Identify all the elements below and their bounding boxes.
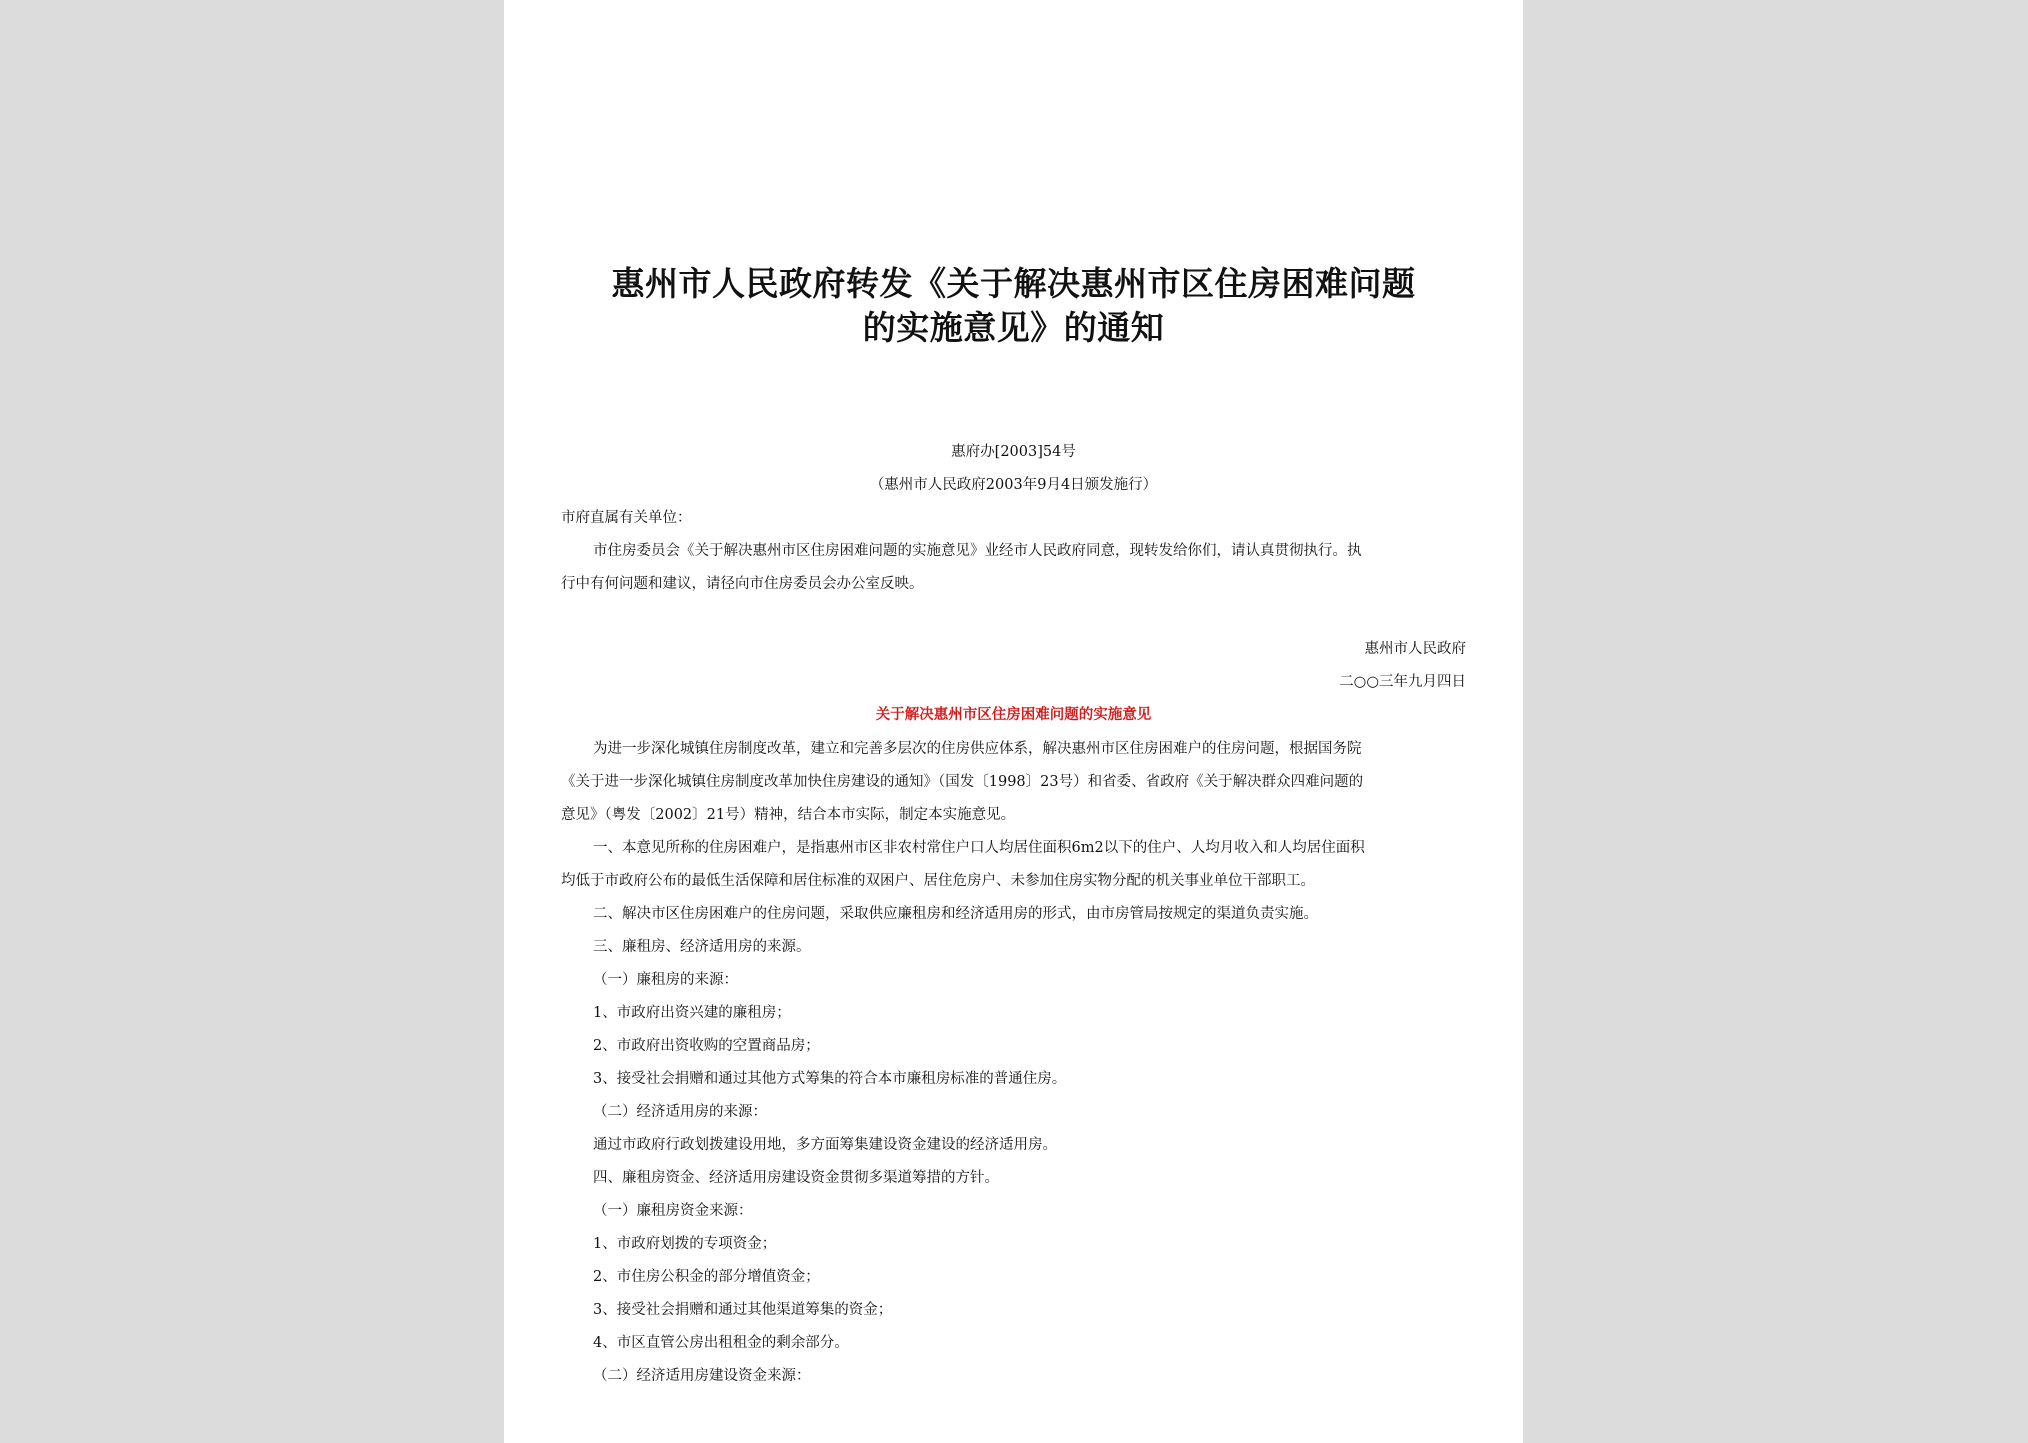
body-paragraph-line: 行中有何问题和建议，请径向市住房委员会办公室反映。: [561, 576, 924, 592]
title-line-2: 的实施意见》的通知: [862, 308, 1165, 347]
body-line: 二、解决市区住房困难户的住房问题，采取供应廉租房和经济适用房的形式，由市房管局按规定的渠道负责实施。: [593, 906, 1318, 922]
signature-date: 二○○三年九月四日: [1339, 674, 1466, 690]
body-line: 1、市政府出资兴建的廉租房；: [593, 1005, 791, 1021]
body-line: 《关于进一步深化城镇住房制度改革加快住房建设的通知》（国发〔1998〕23号）和省委、省政府《关于解决群众四难问题的: [561, 774, 1364, 790]
addressee: 市府直属有关单位：: [561, 510, 692, 526]
body-line: 意见》（粤发〔2002〕21号）精神，结合本市实际，制定本实施意见。: [561, 807, 1016, 823]
body-line: （二）经济适用房建设资金来源：: [593, 1368, 811, 1384]
body-line: 3、接受社会捐赠和通过其他渠道筹集的资金；: [593, 1302, 893, 1318]
body-line: 一、本意见所称的住房困难户，是指惠州市区非农村常住户口人均居住面积6m2以下的住户、人均月收入和人均居住面积: [593, 840, 1365, 856]
body-line: 4、市区直管公房出租租金的剩余部分。: [593, 1335, 849, 1351]
body-line: 1、市政府划拨的专项资金；: [593, 1236, 777, 1252]
body-paragraph-line: 市住房委员会《关于解决惠州市区住房困难问题的实施意见》业经市人民政府同意，现转发给你们，请认真贯彻执行。执: [593, 543, 1362, 559]
body-line: 为进一步深化城镇住房制度改革，建立和完善多层次的住房供应体系，解决惠州市区住房困难户的住房问题，根据国务院: [593, 741, 1362, 757]
attachment-title: 关于解决惠州市区住房困难问题的实施意见: [875, 706, 1152, 723]
body-line: 3、接受社会捐赠和通过其他方式筹集的符合本市廉租房标准的普通住房。: [593, 1071, 1067, 1087]
body-line: 通过市政府行政划拨建设用地，多方面筹集建设资金建设的经济适用房。: [593, 1137, 1057, 1153]
issue-note: （惠州市人民政府2003年9月4日颁发施行）: [869, 477, 1158, 493]
title-line-1: 惠州市人民政府转发《关于解决惠州市区住房困难问题: [611, 264, 1416, 303]
body-line: 四、廉租房资金、经济适用房建设资金贯彻多渠道筹措的方针。: [593, 1170, 999, 1186]
document-number: 惠府办[2003]54号: [951, 444, 1076, 460]
body-line: 三、廉租房、经济适用房的来源。: [593, 939, 811, 955]
signature-issuer: 惠州市人民政府: [1364, 641, 1466, 657]
document-page: [504, 0, 1523, 1443]
document-title: [544, 262, 1483, 350]
body-line: 2、市政府出资收购的空置商品房；: [593, 1038, 820, 1054]
body-line: （二）经济适用房的来源：: [593, 1104, 767, 1120]
body-line: （一）廉租房资金来源：: [593, 1203, 753, 1219]
body-line: （一）廉租房的来源：: [593, 972, 738, 988]
body-line: 2、市住房公积金的部分增值资金；: [593, 1269, 820, 1285]
body-line: 均低于市政府公布的最低生活保障和居住标准的双困户、居住危房户、未参加住房实物分配的机关事业单位干部职工。: [561, 873, 1315, 889]
